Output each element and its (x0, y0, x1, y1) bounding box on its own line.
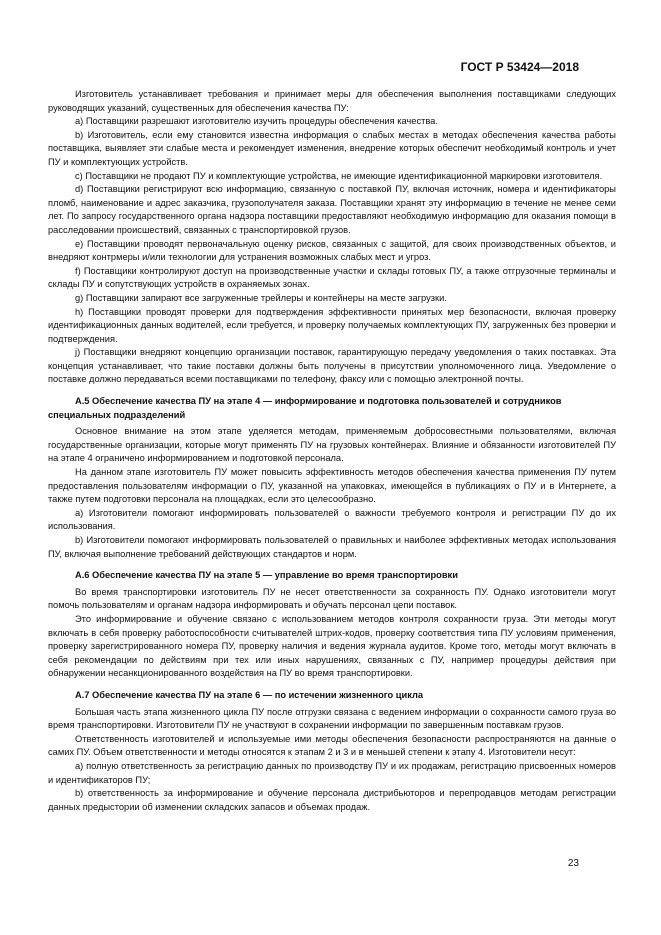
document-header: ГОСТ Р 53424—2018 (460, 60, 579, 74)
paragraph: g) Поставщики запирают все загруженные трейлеры и контейнеры на месте загрузки. (75, 292, 447, 303)
paragraph: Основное внимание на этом этапе уделяется методам, применяемым добросовестными пользователями, включая государственные организации, которые могут применять ПУ на грузовых контейнерах. Влияние и обязанности изготовителей ПУ на этапе 4 ограничено информированием и подготовкой персонала. (48, 426, 616, 464)
paragraph: Это информирование и обучение связано с использованием методов контроля сохранности груза. Эти методы могут включать в себя проверку работоспособности считывателей штрих-кодов, проверку соответствия типа ПУ условиям применения, проверку зарегистрированного номера ПУ, проверку наличия и ведения журнала аудитов. Кроме того, методы могут включать в себя рекомендации по действиям при тех или иных нарушениях, связанных с ПУ, например процедуры действия при обнаружении несанкционированного воздействия на ПУ во время транспортировки. (48, 613, 616, 679)
paragraph: d) Поставщики регистрируют всю информацию, связанную с поставкой ПУ, включая источник, номера и идентификаторы пломб, наименование и адрес заказчика, грузополучателя заказа. Поставщики хранят эту информацию в течение не менее семи лет. По запросу государственного органа надзора поставщики предоставляют необходимую информацию для оказания помощи в расследовании происшествий, связанных с транспортировкой грузов. (48, 184, 616, 235)
paragraph: h) Поставщики проводят проверки для подтверждения эффективности принятых мер безопасности, включая проверку идентификационных данных водителей, если требуется, и проверку получаемых комплектующих ПУ, загруженных без проверки и подтверждения. (48, 306, 616, 344)
document-body (48, 88, 616, 814)
paragraph: b) ответственность за информирование и обучение персонала дистрибьюторов и перепродавцов методам регистрации данных предыстории об изменении складских запасов и объемах продаж. (48, 788, 616, 812)
paragraph: a) Поставщики разрешают изготовителю изучить процедуры обеспечения качества. (75, 116, 438, 127)
section-heading: А.5 Обеспечение качества ПУ на этапе 4 — информирование и подготовка пользователей и сотрудников специальных подразделений (48, 396, 562, 420)
paragraph: a) полную ответственность за регистрацию данных по производству ПУ и их продажам, регистрацию присвоенных номеров и идентификаторов ПУ; (48, 760, 616, 785)
paragraph: f) Поставщики контролируют доступ на производственные участки и склады готовых ПУ, а также отгрузочные терминалы и склады ПУ и сопутствующих устройств в охраняемых зонах. (48, 265, 616, 290)
paragraph: e) Поставщики проводят первоначальную оценку рисков, связанных с защитой, для своих производственных объектов, и внедряют контрмеры и/или технологии для устранения возможных слабых мест и угроз. (48, 238, 616, 263)
paragraph: a) Изготовители помогают информировать пользователей о важности требуемого контроля и регистрации ПУ до их использования. (48, 507, 616, 532)
paragraph: Большая часть этапа жизненного цикла ПУ после отгрузки связана с ведением информации о сохранности самого груза во время транспортировки. Изготовители ПУ не участвуют в сохранении информации по завершенным поставкам грузов. (48, 706, 616, 731)
section-heading: А.7 Обеспечение качества ПУ на этапе 6 — по истечении жизненного цикла (75, 689, 424, 700)
section-heading: А.6 Обеспечение качества ПУ на этапе 5 — управление во время транспортировки (75, 570, 458, 581)
paragraph: j) Поставщики внедряют концепцию организации поставок, гарантирующую передачу уведомления о таких поставках. Эта концепция устанавливает, что такие поставки должны быть получены в присутствии уполномоченного лица. Уведомление о поставке должно передаваться всеми поставщиками по телефону, факсу или с помощью электронной почты. (48, 347, 616, 385)
paragraph: b) Изготовитель, если ему становится известна информация о слабых местах в методах обеспечения качества работы поставщика, выявляет эти слабые места и рекомендует изменения, внедрение которых обеспечит необходимый контроль и учет ПУ и комплектующих устройств. (48, 129, 616, 167)
paragraph: Ответственность изготовителей и используемые ими методы обеспечения безопасности распространяются на данные о самих ПУ. Объем ответственности и методы относятся к этапам 2 и 3 и в меньшей степени к этапу 4. Изготовители несут: (48, 733, 616, 758)
paragraph: c) Поставщики не продают ПУ и комплектующие устройства, не имеющие идентификационной маркировки изготовителя. (75, 170, 603, 181)
page-number: 23 (567, 858, 579, 869)
paragraph: b) Изготовители помогают информировать пользователей о правильных и наиболее эффективных методах использования ПУ, включая выполнение требований действующих стандартов и норм. (48, 535, 616, 559)
paragraph: Во время транспортировки изготовитель ПУ не несет ответственности за сохранность ПУ. Однако изготовители могут помочь пользователям и органам надзора информировать и обучать персонал цепи поставок. (48, 586, 616, 611)
paragraph: Изготовитель устанавливает требования и принимает меры для обеспечения выполнения поставщиками следующих руководящих указаний, существенных для обеспечения качества ПУ: (48, 89, 616, 113)
paragraph: На данном этапе изготовитель ПУ может повысить эффективность методов обеспечения качества применения ПУ путем предоставления пользователям информации о ПУ, указанной на упаковках, имеющейся в публикациях о ПУ и в Интернете, а также путем подготовки персонала на площадках, если это целесообразно. (48, 467, 616, 505)
